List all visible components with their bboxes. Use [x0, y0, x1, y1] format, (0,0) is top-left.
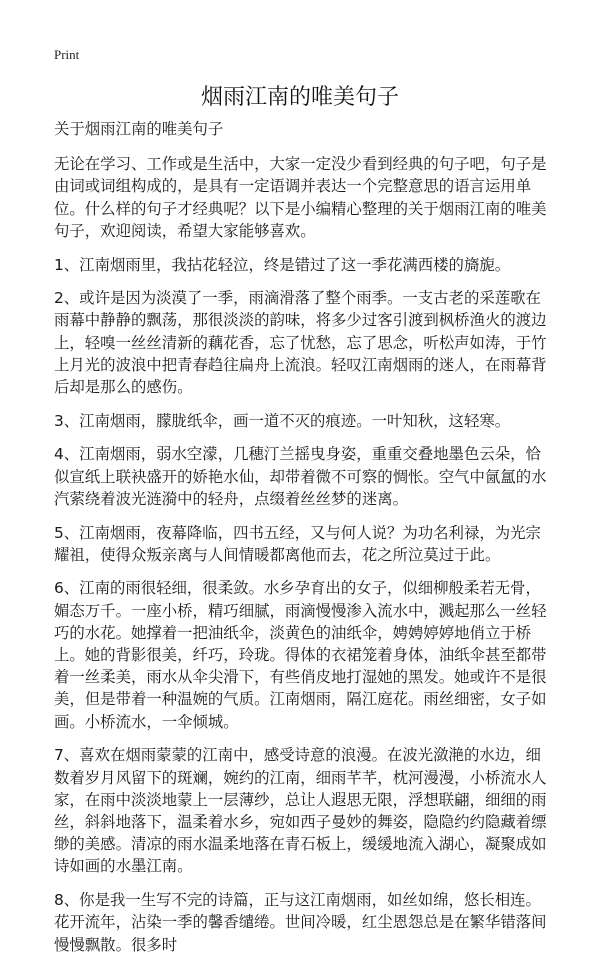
subtitle: 关于烟雨江南的唯美句子: [54, 120, 224, 138]
list-item: 6、江南的雨很轻细，很柔敛。水乡孕育出的女子，似细柳般柔若无骨，媚态万千。一座小桥，精巧细腻，雨滴慢慢渗入流水中，溅起那么一丝轻巧的水花。她撑着一把油纸伞，淡黄色的油纸伞，娉娉婷婷地俏立于桥上。她的背影很美，纤巧，玲珑。得体的衣裙笼着身体，油纸伞甚至都带着一丝柔美，雨水从伞尖滑下，有些俏皮地打湿她的黑发。她或许不是很美，但是带着一种温婉的气质。江南烟雨，隔江庭花。雨丝细密，女子如画。小桥流水，一伞倾城。: [54, 579, 547, 731]
list-item: 4、江南烟雨，弱水空濛，几穗汀兰摇曳身姿，重重交叠地墨色云朵，恰似宣纸上联袂盛开的娇艳水仙，却带着微不可察的惆怅。空气中氤氲的水汽萦绕着波光涟漪中的轻舟，点缀着丝丝梦的迷离。: [54, 445, 547, 508]
article-body: [54, 118, 554, 967]
list-item: 3、江南烟雨，朦胧纸伞，画一道不灭的痕迹。一叶知秋，这轻寒。: [54, 411, 511, 430]
list-item: 2、或许是因为淡漠了一季，雨滴滑落了整个雨季。一支古老的采莲歌在雨幕中静静的飘荡，那很淡淡的韵味，将多少过客引渡到枫桥渔火的渡边上，轻嗅一丝丝清新的藕花香，忘了忧愁，忘了思念，听松声如涛，于竹上月光的波浪中把青春趋往扁舟上流浪。轻叹江南烟雨的迷人，在雨幕背后却是那么的感伤。: [54, 289, 547, 397]
page-title: 烟雨江南的唯美句子: [200, 85, 399, 110]
list-item: 7、喜欢在烟雨蒙蒙的江南中，感受诗意的浪漫。在波光潋滟的水边，细数着岁月风留下的斑斓，婉约的江南，细雨芊芊，枕河漫漫，小桥流水人家，在雨中淡淡地蒙上一层薄纱，总让人遐思无限，浮想联翩，细细的雨丝，斜斜地落下，温柔着水乡，宛如西子曼妙的舞姿，隐隐约约隐藏着缥缈的美感。清凉的雨水温柔地落在青石板上，缓缓地流入湖心，凝聚成如诗如画的水墨江南。: [54, 746, 547, 876]
list-item: 5、江南烟雨，夜幕降临，四书五经，又与何人说？为功名利禄，为光宗耀祖，使得众叛亲离与人间情暖都离他而去，花之所泣莫过于此。: [54, 523, 541, 564]
list-item: 8、你是我一生写不完的诗篇，正与这江南烟雨，如丝如绵，悠长相连。花开流年，沾染一季的馨香缱绻。世间冷暖，红尘恩怨总是在繁华错落间慢慢飘散。很多时: [54, 891, 547, 954]
print-link[interactable]: Print: [54, 47, 80, 62]
list-item: 1、江南烟雨里，我拈花轻泣，终是错过了这一季花满西楼的旖旎。: [54, 255, 511, 274]
intro-paragraph: 无论在学习、工作或是生活中，大家一定没少看到经典的句子吧，句子是由词或词组构成的，是具有一定语调并表达一个完整意思的语言运用单位。什么样的句子才经典呢？以下是小编精心整理的关于烟雨江南的唯美句子，欢迎阅读，希望大家能够喜欢。: [54, 155, 547, 240]
